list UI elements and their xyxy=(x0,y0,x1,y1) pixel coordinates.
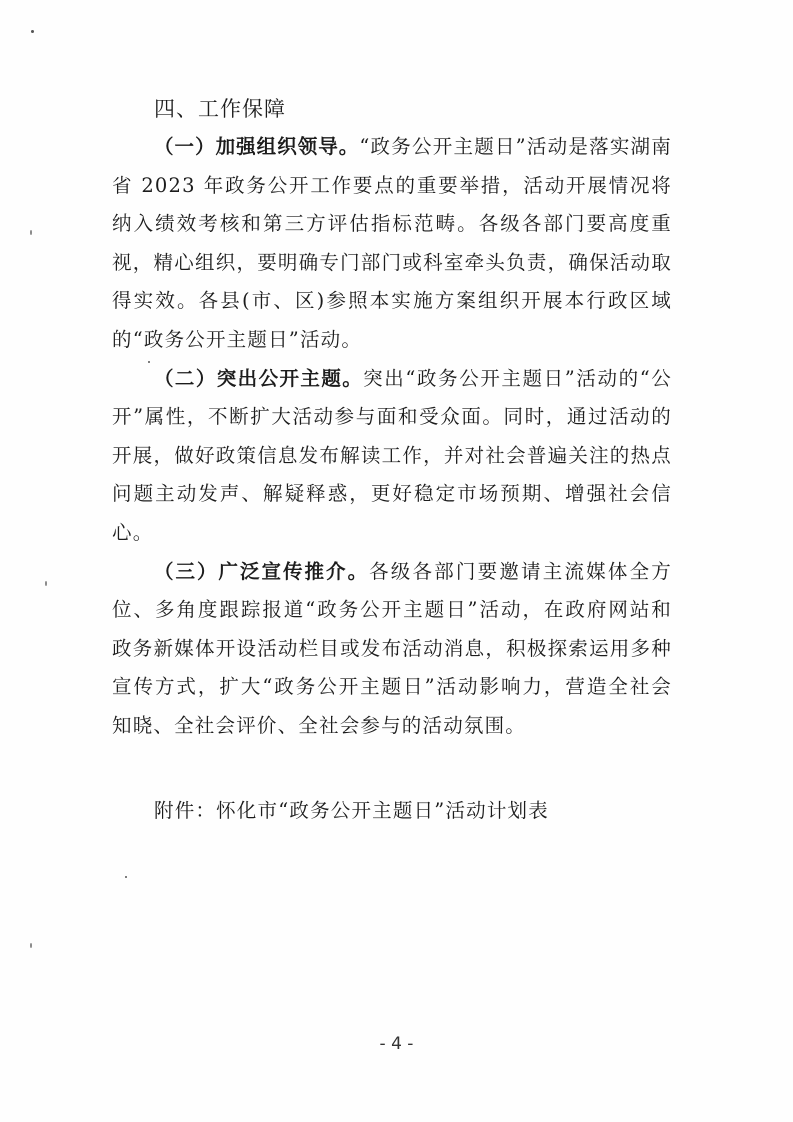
paragraph-text: “政务公开主题日”活动是落实湖南省 2023 年政务公开工作要点的重要举措，活动开展情况将纳入绩效考核和第三方评估指标范畴。各级各部门要高度重视，精心组织，要明确专门部门或科室牵头负责，确保活动取得实效。各县(市、区)参照本实施方案组织开展本行政区域的“政务公开主题日”活动。 xyxy=(112,135,672,351)
scan-speck xyxy=(31,30,34,33)
paragraph-lead: （三）广泛宣传推介。 xyxy=(154,559,370,583)
paragraph-lead: （一）加强组织领导。 xyxy=(154,135,360,158)
page-number: - 4 - xyxy=(379,1034,414,1054)
paragraph-highlight-theme xyxy=(112,360,672,553)
scan-speck xyxy=(45,581,47,586)
attachment-note: 附件：怀化市“政务公开主题日”活动计划表 xyxy=(154,798,549,822)
paragraph-publicity xyxy=(112,553,672,746)
scan-speck xyxy=(30,943,32,948)
section-heading: 四、工作保障 xyxy=(154,97,286,121)
scan-speck xyxy=(125,876,127,878)
paragraph-lead: （二）突出公开主题。 xyxy=(154,366,364,390)
paragraph-organization-leadership xyxy=(112,128,672,360)
paragraph-text: 突出“政务公开主题日”活动的“公开”属性，不断扩大活动参与面和受众面。同时，通过活动的开展，做好政策信息发布解读工作，并对社会普遍关注的热点问题主动发声、解疑释惑，更好稳定市场预期、增强社会信心。 xyxy=(112,366,672,544)
document-body xyxy=(112,90,672,830)
paragraph-text: 各级各部门要邀请主流媒体全方位、多角度跟踪报道“政务公开主题日”活动，在政府网站和政务新媒体开设活动栏目或发布活动消息，积极探索运用多种宣传方式，扩大“政务公开主题日”活动影响力，营造全社会知晓、全社会评价、全社会参与的活动氛围。 xyxy=(112,559,672,737)
scan-speck xyxy=(30,230,32,235)
